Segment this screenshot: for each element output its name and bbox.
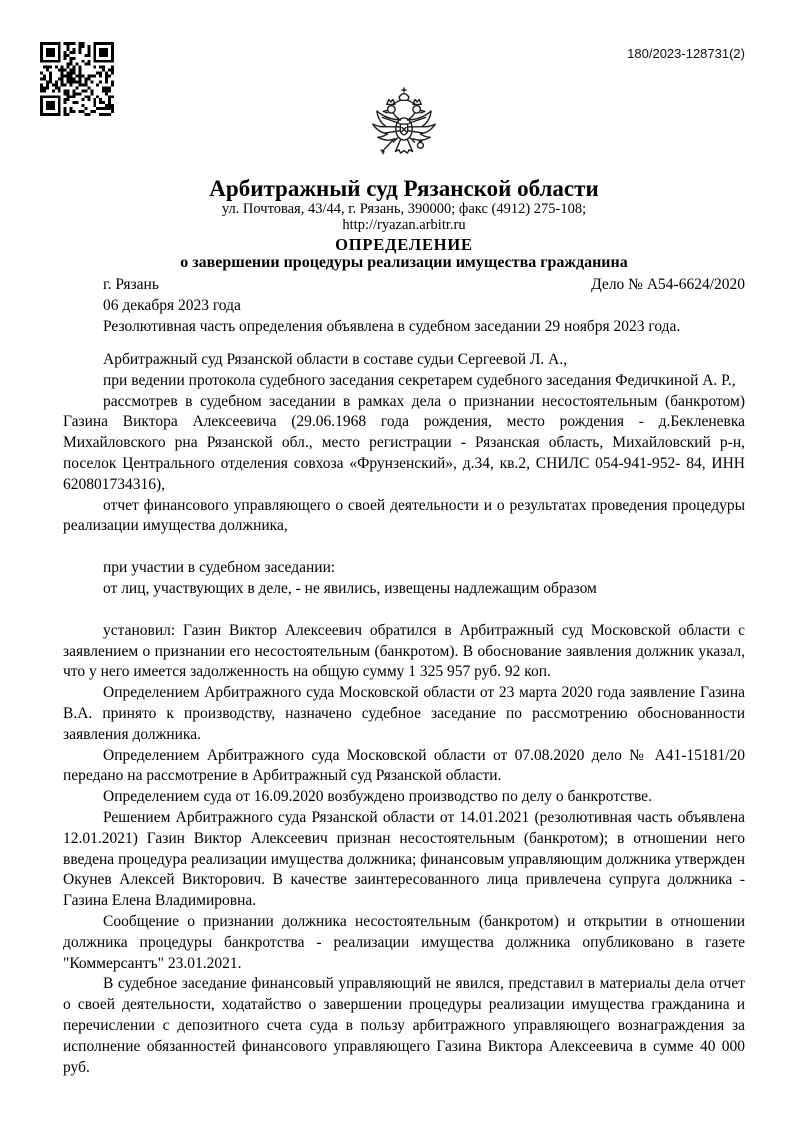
decision-date: 06 декабря 2023 года bbox=[103, 297, 241, 314]
document-subtitle: о завершении процедуры реализации имущества гражданина bbox=[180, 254, 628, 271]
resolution-announcement-note: Резолютивная часть определения объявлена в судебном заседании 29 ноября 2023 года. bbox=[103, 318, 681, 335]
paragraph: при ведении протокола судебного заседания секретарем судебного заседания Федичкиной А. Р., bbox=[103, 371, 736, 389]
paragraph: Определением Арбитражного суда Московской области от 07.08.2020 дело № А41-15181/20 передано на рассмотрение в Арбитражный суд Рязанской области. bbox=[63, 746, 745, 785]
paragraph: Определением суда от 16.09.2020 возбуждено производство по делу о банкротстве. bbox=[103, 788, 652, 806]
court-name: Арбитражный суд Рязанской области bbox=[209, 176, 599, 201]
russian-coat-of-arms-icon bbox=[363, 86, 445, 172]
city-label: г. Рязань bbox=[103, 276, 159, 293]
document-registry-number: 180/2023-128731(2) bbox=[627, 46, 745, 61]
paragraph: установил: Газин Виктор Алексеевич обратился в Арбитражный суд Московской области с заявлением о признании его несостоятельным (банкротом). В обоснование заявления должник указал, что у него имеется задолженность на общую сумму 1 325 957 руб. 92 коп. bbox=[63, 621, 745, 681]
case-number: Дело № А54-6624/2020 bbox=[591, 276, 745, 293]
paragraph: от лиц, участвующих в деле, - не явились, извещены надлежащим образом bbox=[103, 579, 597, 597]
court-address: ул. Почтовая, 43/44, г. Рязань, 390000; факс (4912) 275-108; bbox=[221, 201, 587, 217]
court-website-url: http://ryazan.arbitr.ru bbox=[342, 217, 466, 233]
paragraph: Сообщение о признании должника несостоятельным (банкротом) и открытии в отношении должника процедуры банкротства - реализации имущества должника опубликовано в газете "Коммерсантъ" 23.01.2021. bbox=[63, 912, 745, 972]
paragraph: рассмотрев в судебном заседании в рамках дела о признании несостоятельным (банкротом) Газина Виктора Алексеевича (29.06.1968 года рождения, место рождения - д.Бекленевка Михайловского рна Рязанской обл., место регистрации - Рязанская область, Михайловский р-н, поселок Центрального отделения совхоза «Фрунзенский», д.34, кв.2, СНИЛС 054-941-952- 84, ИНН 620801734316), bbox=[63, 392, 745, 493]
paragraph: при участии в судебном заседании: bbox=[103, 559, 336, 577]
paragraph: Решением Арбитражного суда Рязанской области от 14.01.2021 (резолютивная часть объявлена 12.01.2021) Газин Виктор Алексеевич признан несостоятельным (банкротом); в отношении него введена процедура реализации имущества должника; финансовым управляющим должника утвержден Окунев Алексей Викторович. В качестве заинтересованного лица привлечена супруга должника - Газина Елена Владимировна. bbox=[63, 808, 745, 910]
qr-code bbox=[40, 42, 114, 116]
paragraph: Определением Арбитражного суда Московской области от 23 марта 2020 года заявление Газина В.А. принято к производству, назначено судебное заседание по рассмотрению обоснованности заявления должника. bbox=[63, 684, 745, 743]
paragraph: отчет финансового управляющего о своей деятельности и о результатах проведения процедуры реализации имущества должника, bbox=[63, 496, 745, 535]
paragraph: В судебное заседание финансовый управляющий не явился, представил в материалы дела отчет о своей деятельности, ходатайство о завершении процедуры реализации имущества гражданина и перечислении с депозитного счета суда в пользу арбитражного управляющего вознаграждения за исполнение обязанностей финансового управляющего Газина Виктора Алексеевича в сумме 40 000 руб. bbox=[63, 975, 745, 1076]
document-type-title: ОПРЕДЕЛЕНИЕ bbox=[335, 235, 473, 254]
case-info-row bbox=[63, 274, 745, 295]
paragraph: Арбитражный суд Рязанской области в составе судьи Сергеевой Л. А., bbox=[103, 351, 568, 368]
